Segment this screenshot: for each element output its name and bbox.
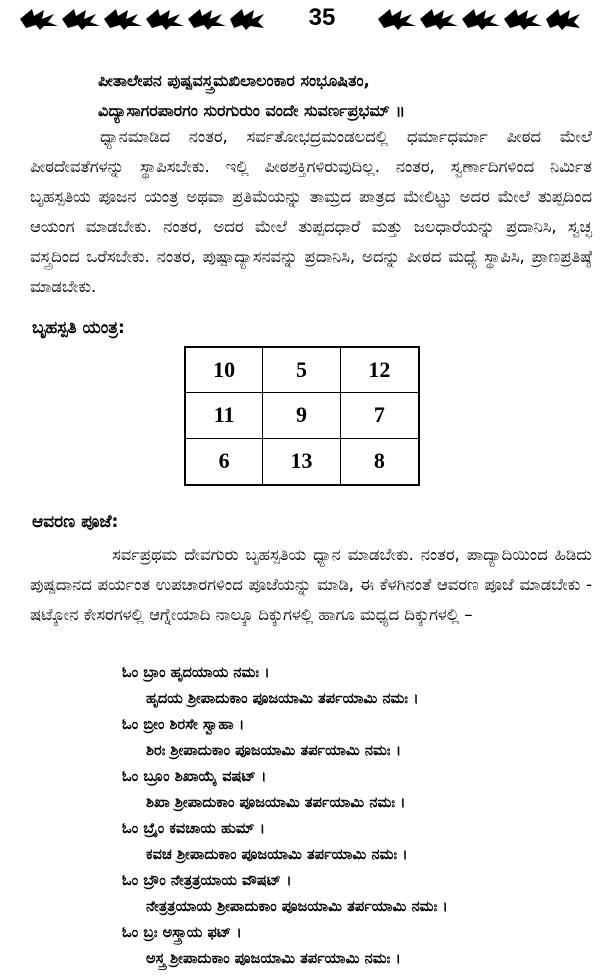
yantra-cell: 7: [341, 393, 418, 438]
yantra-cell: 13: [263, 439, 340, 484]
mantra-response: ಅಸ್ತ್ರ ಶ್ರೀಪಾದುಕಾಂ ಪೂಜಯಾಮಿ ತರ್ಪಯಾಮಿ ನಮಃ ।: [146, 950, 401, 967]
mantra-response: ನೇತ್ರತ್ರಯಾಯ ಶ್ರೀಪಾದುಕಾಂ ಪೂಜಯಾಮಿ ತರ್ಪಯಾಮಿ ನಮಃ ।: [146, 898, 448, 915]
yantra-cell: 8: [373, 448, 385, 474]
verse-line: ಪೀತಾಲೇಪನ ಪುಷ್ಪವಸ್ತ್ರಮಖಿಲಾಲಂಕಾರ ಸಂಭೂಷಿತಂ,: [98, 71, 370, 90]
paragraph-installation: ಧ್ಯಾನಮಾಡಿದ ನಂತರ, ಸರ್ವತೋಭದ್ರಮಂಡಲದಲ್ಲಿ ಧರ್ಮಾಧರ್ಮಾ ಪೀಠದ ಮೇಲೆ ಪೀಠದೇವತೆಗಳನ್ನು ಸ್ಥಾಪಿಸಬೇಕು. ಇಲ್ಲಿ ಪೀಠಶಕ್ತಿಗಳಿರುವುದಿಲ್ಲ. ನಂತರ, ಸ್ವರ್ಣಾದಿಗಳಿಂದ ನಿರ್ಮಿತ ಬೃಹಸ್ಪತಿಯ ಪೂಜನ ಯಂತ್ರ ಅಥವಾ ಪ್ರತಿಮೆಯನ್ನು ತಾಮ್ರದ ಪಾತ್ರದ ಮೇಲಿಟ್ಟು ಅದರ ಮೇಲೆ ತುಪ್ಪದಿಂದ ಆಯಂಗ ಮಾಡಬೇಕು. ನಂತರ, ಅದರ ಮೇಲೆ ತುಪ್ಪದಧಾರೆ ಮತ್ತು ಜಲಧಾರೆಯನ್ನು ಪ್ರದಾನಿಸಿ, ಸ್ವಚ್ಛ ವಸ್ತ್ರದಿಂದ ಒರೆಸಬೇಕು. ನಂತರ, ಪುಷ್ಪಾದ್ಯಾಸನವನ್ನು ಪ್ರದಾನಿಸಿ, ಅದನ್ನು ಪೀಠದ ಮಧ್ಯೆ ಸ್ಥಾಪಿಸಿ, ಪ್ರಾಣಪ್ರತಿಷ್ಠೆ ಮಾಡಬೇಕು.: [30, 127, 592, 296]
mantra-response: ಶಿಖಾ ಶ್ರೀಪಾದುಕಾಂ ಪೂಜಯಾಮಿ ತರ್ಪಯಾಮಿ ನಮಃ ।: [146, 794, 406, 811]
paragraph-avarana: ಸರ್ವಪ್ರಥಮ ದೇವಗುರು ಬೃಹಸ್ಪತಿಯ ಧ್ಯಾನ ಮಾಡಬೇಕು. ನಂತರ, ಪಾದ್ಯಾದಿಯಿಂದ ಹಿಡಿದು ಪುಷ್ಪದಾನದ ಪರ್ಯಂತ ಉಪಚಾರಗಳಿಂದ ಪೂಜೆಯನ್ನು ಮಾಡಿ, ಈ ಕೆಳಗಿನಂತೆ ಆವರಣ ಪೂಜೆ ಮಾಡಬೇಕು - ಷಟ್ಕೋನ ಕೇಸರಗಳಲ್ಲಿ ಆಗ್ನೇಯಾದಿ ನಾಲ್ಕೂ ದಿಕ್ಕುಗಳಲ್ಲಿ ಹಾಗೂ ಮಧ್ಯದ ದಿಕ್ಕುಗಳಲ್ಲಿ –: [30, 545, 592, 624]
dhyana-verse: [98, 66, 578, 126]
yantra-cell: 11: [186, 393, 263, 438]
page-header: [0, 4, 600, 34]
mantra-response: ಶಿರಃ ಶ್ರೀಪಾದುಕಾಂ ಪೂಜಯಾಮಿ ತರ್ಪಯಾಮಿ ನಮಃ ।: [146, 742, 402, 759]
mantra-line: ಓಂ ಬ್ರಾಂ ಹೃದಯಾಯ ನಮಃ ।: [122, 664, 270, 681]
mantra-response: ಹೃದಯ ಶ್ರೀಪಾದುಕಾಂ ಪೂಜಯಾಮಿ ತರ್ಪಯಾಮಿ ನಮಃ ।: [146, 690, 419, 707]
yantra-heading: ಬೃಹಸ್ಪತಿ ಯಂತ್ರ:: [32, 318, 125, 338]
yantra-cell: 9: [263, 393, 340, 438]
mantra-line: ಓಂ ಬ್ರೌಂ ನೇತ್ರತ್ರಯಾಯ ವೌಷಟ್ ।: [122, 872, 292, 889]
avarana-heading: ಆವರಣ ಪೂಜೆ:: [32, 512, 119, 532]
yantra-cell: 6: [186, 439, 263, 484]
left-ornament-icon: [18, 6, 266, 32]
mantra-line: ಓಂ ಬ್ರೀಂ ಶಿರಸೇ ಸ್ವಾಹಾ ।: [122, 716, 245, 733]
mantra-line: ಓಂ ಬ್ರೈಂ ಕವಚಾಯ ಹುಮ್ ।: [122, 820, 266, 837]
yantra-cell: 10: [186, 348, 263, 393]
yantra-cell: 5: [263, 348, 340, 393]
page-number: 35: [308, 4, 336, 31]
yantra-cell: 12: [341, 348, 418, 393]
mantra-line: ಓಂ ಬ್ರಃ ಅಸ್ತ್ರಾಯ ಫಟ್ ।: [122, 924, 242, 941]
verse-line: ವಿದ್ಯಾಸಾಗರಪಾರಗಂ ಸುರಗುರುಂ ವಂದೇ ಸುವರ್ಣಪ್ರಭಮ್ ॥: [98, 101, 406, 120]
mantra-line: ಓಂ ಬ್ರೂಂ ಶಿಖಾಯೈ ವಷಟ್ ।: [122, 768, 267, 785]
right-ornament-icon: [376, 6, 582, 32]
brihaspati-yantra-grid: [184, 346, 420, 486]
mantra-response: ಕವಚ ಶ್ರೀಪಾದುಕಾಂ ಪೂಜಯಾಮಿ ತರ್ಪಯಾಮಿ ನಮಃ ।: [146, 846, 408, 863]
